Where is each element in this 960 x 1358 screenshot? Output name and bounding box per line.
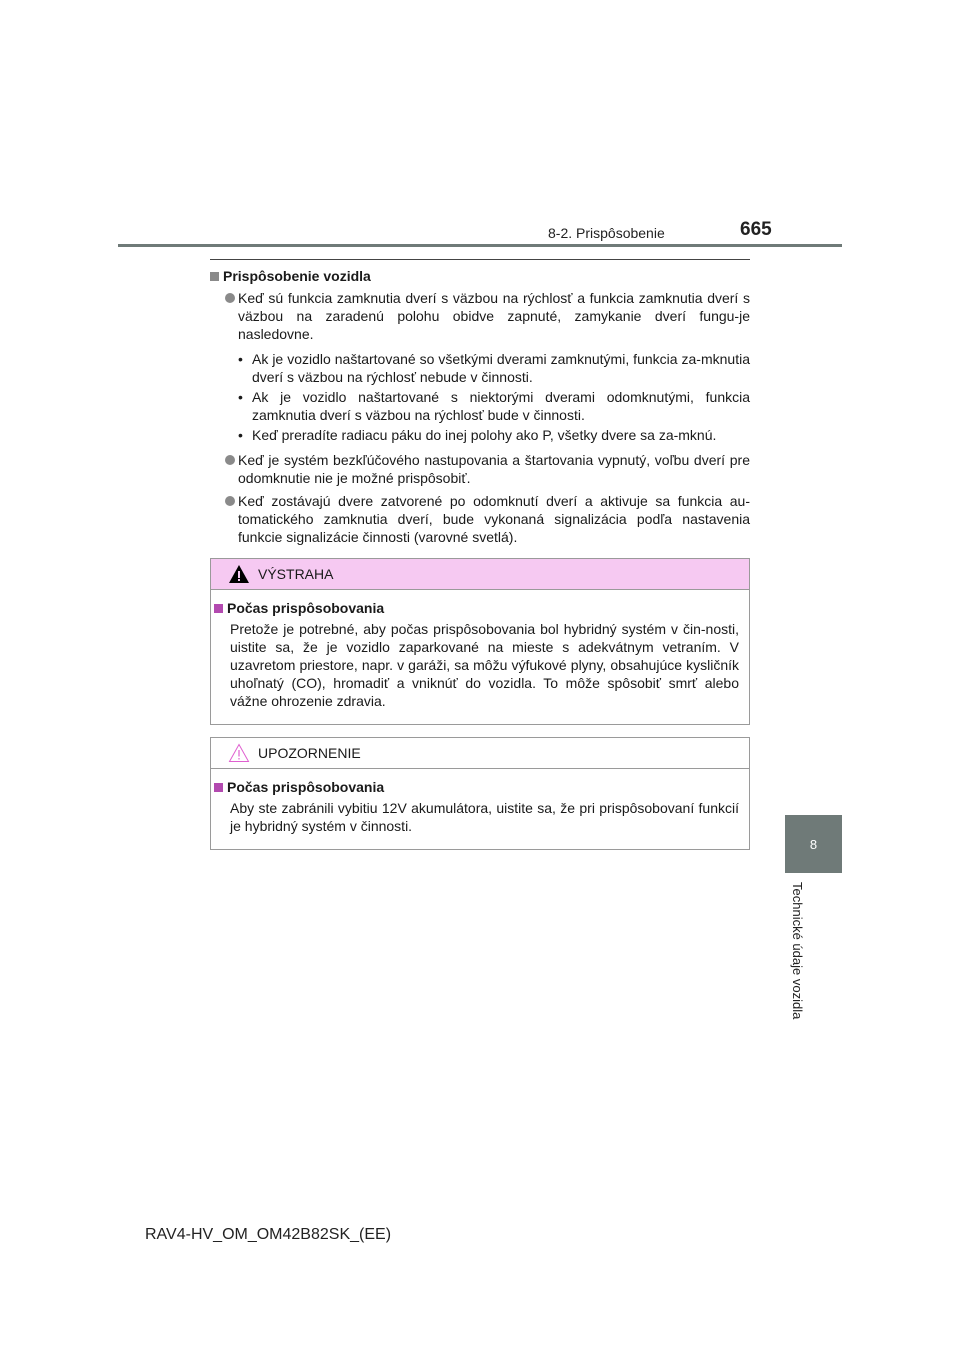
chapter-title-vertical: Technické údaje vozidla — [790, 882, 805, 1020]
main-content — [210, 259, 750, 850]
sub-item — [210, 388, 750, 424]
notice-text: Aby ste zabránili vybitiu 12V akumulátora, uistite sa, že pri prispôsobovaní funkcií je hybridný systém v činnosti. — [230, 800, 739, 834]
footer-code: RAV4-HV_OM_OM42B82SK_(EE) — [145, 1226, 392, 1243]
sub-item-text: Ak je vozidlo naštartované s niektorými dverami odomknutými, funkcia zamknutia dverí s väzbou na rýchlosť bude v činnosti. — [252, 389, 750, 423]
caution-triangle-icon — [228, 743, 250, 763]
sub-list — [210, 350, 750, 444]
warning-heading — [214, 600, 739, 616]
section-title: Prispôsobenie vozidla — [223, 268, 371, 284]
chapter-number: 8 — [809, 836, 818, 852]
sub-item-text: Ak je vozidlo naštartované so všetkými dverami zamknutými, funkcia za-mknutia dverí s väzbou na rýchlosť nebude v činnosti. — [252, 351, 750, 385]
notice-heading — [214, 779, 739, 795]
sub-item — [210, 426, 750, 444]
notice-box — [210, 737, 750, 850]
warning-triangle-icon — [228, 564, 250, 584]
warning-box-body — [211, 590, 749, 724]
circle-bullet-icon — [225, 293, 235, 303]
bullet-item — [210, 451, 750, 487]
notice-box-body — [211, 769, 749, 849]
warning-label: VÝSTRAHA — [258, 566, 334, 582]
warning-box-header — [211, 559, 749, 590]
chapter-tab — [785, 815, 842, 873]
bullet-item — [210, 289, 750, 343]
notice-box-header — [211, 738, 749, 769]
sub-item-text: Keď preradíte radiacu páku do inej polohy ako P, všetky dvere sa za-mknú. — [252, 427, 717, 443]
sub-item — [210, 350, 750, 386]
circle-bullet-icon — [225, 496, 235, 506]
square-bullet-icon — [214, 783, 223, 792]
bullet-text: Keď zostávajú dvere zatvorené po odomknutí dverí a aktivuje sa funkcia au-tomatického zamknutia dverí, bude vykonaná signalizácia podľa nastavenia funkcie signalizácie činnosti (varovné svetlá). — [238, 493, 750, 545]
header-section-title: 8-2. Prispôsobenie — [548, 225, 665, 241]
section-heading — [210, 268, 750, 284]
sub-bullet-marker: • — [238, 427, 243, 443]
bullet-item — [210, 492, 750, 546]
sub-bullet-marker: • — [238, 351, 243, 367]
notice-label: UPOZORNENIE — [258, 745, 361, 761]
header-rule — [118, 244, 842, 247]
sub-bullet-marker: • — [238, 389, 243, 405]
notice-heading-text: Počas prispôsobovania — [227, 779, 385, 795]
bullet-text: Keď sú funkcia zamknutia dverí s väzbou na rýchlosť a funkcia zamknutia dverí s väzbou na zaradenú polohu obidve zapnuté, zamykanie dverí fungu-je nasledovne. — [238, 290, 750, 342]
bullet-text: Keď je systém bezkľúčového nastupovania a štartovania vypnutý, voľbu dverí pre odomknutie nie je možné prispôsobiť. — [238, 452, 750, 486]
warning-text: Pretože je potrebné, aby počas prispôsobovania bol hybridný systém v čin-nosti, uistite sa, že je vozidlo zaparkované na mieste s adekvátnym vetraním. V uzavretom priestore, napr. v garáži, sa môžu výfukové plyny, obsahujúce kysličník uhoľnatý (CO), hromadiť a vniknúť do vozidla. To môže spôsobiť smrť alebo vážne ohrozenie zdravia. — [230, 621, 739, 709]
warning-heading-text: Počas prispôsobovania — [227, 600, 385, 616]
top-rule — [210, 259, 750, 260]
circle-bullet-icon — [225, 455, 235, 465]
warning-box — [210, 558, 750, 725]
square-bullet-icon — [214, 604, 223, 613]
page-number: 665 — [740, 219, 772, 240]
square-bullet-icon — [210, 272, 219, 281]
